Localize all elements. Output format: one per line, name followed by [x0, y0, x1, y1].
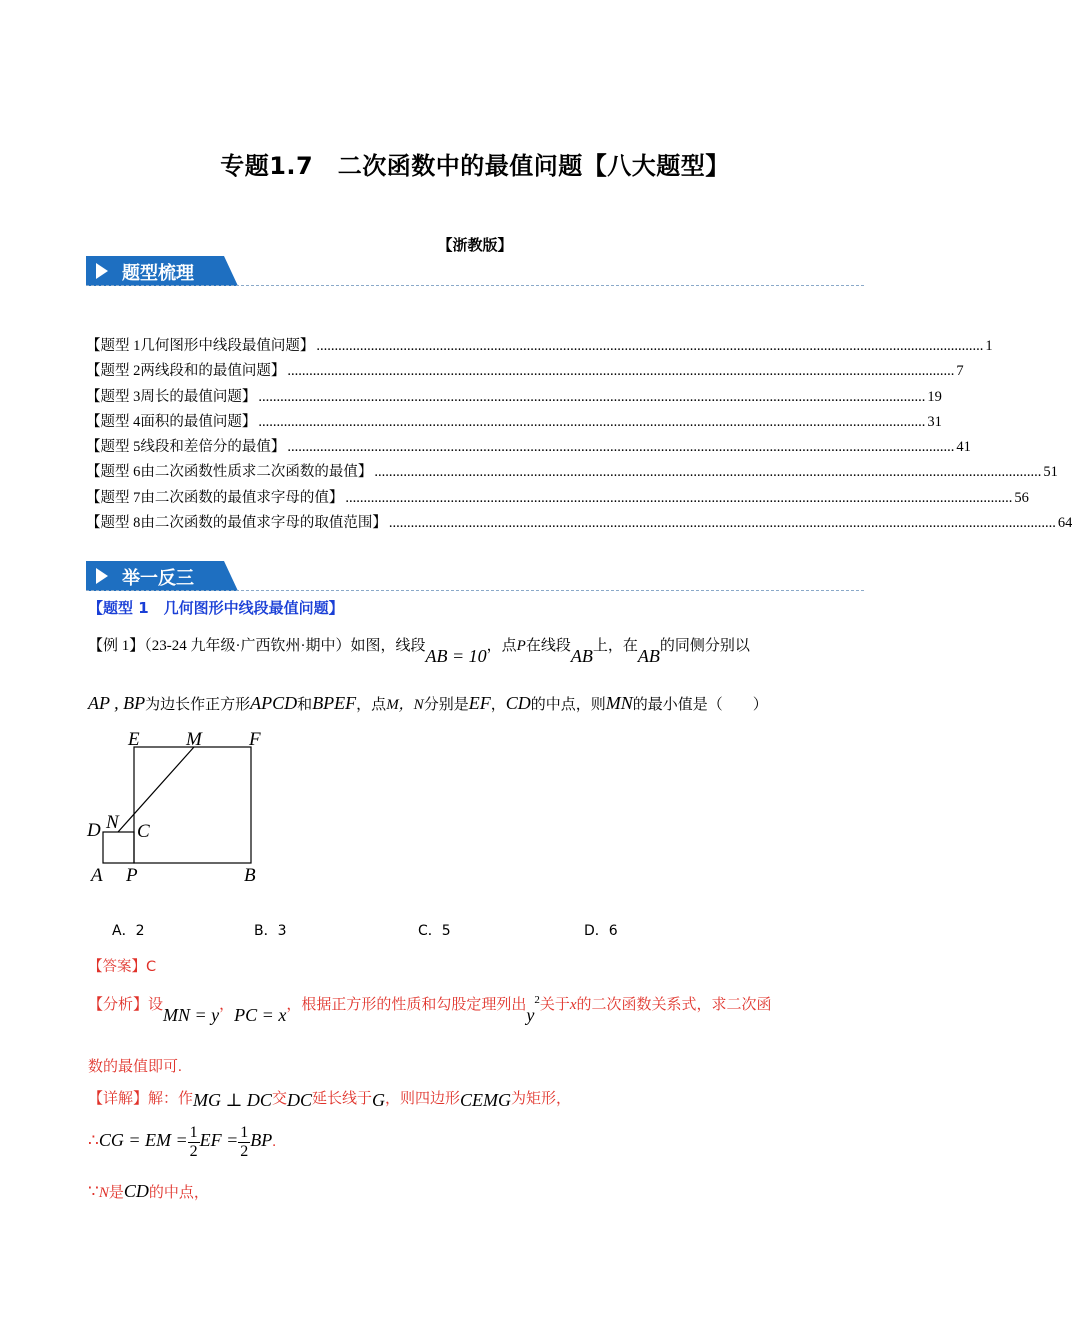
math-pc-x: PC = x	[234, 1005, 287, 1025]
table-of-contents	[86, 334, 1072, 536]
toc-dots: ........................................................................................................................................................................................	[374, 464, 1042, 481]
toc-dots: ........................................................................................................................................................................................	[345, 489, 1013, 506]
toc-page: 31	[927, 413, 942, 430]
toc-num: 【题型 7	[86, 489, 141, 506]
toc-num: 【题型 5	[86, 439, 141, 456]
math-p: P	[516, 638, 526, 654]
label-p: P	[126, 865, 138, 886]
banner-label: 题型梳理	[122, 263, 194, 284]
detail-text: 交	[271, 1091, 287, 1107]
label-c: C	[137, 821, 150, 842]
choice-d[interactable]: D．6	[584, 923, 618, 939]
math-n: N	[98, 1185, 109, 1201]
detail-text: 为矩形，	[511, 1091, 572, 1107]
toc-title: 线段和差倍分的最值】	[140, 439, 286, 456]
toc-page: 19	[927, 388, 942, 405]
math-exponent: 2	[534, 994, 540, 1006]
example-text: 上，在	[592, 638, 638, 654]
example-text: 分别是	[423, 697, 469, 713]
math-dc: DC	[286, 1090, 312, 1110]
label-f: F	[249, 729, 261, 750]
toc-title: 由二次函数的最值求字母的取值范围】	[140, 515, 387, 532]
example-text: ，点	[356, 697, 387, 713]
math-m-n: M，N	[386, 697, 424, 713]
toc-num: 【题型 8	[86, 515, 141, 532]
math-mn-y: MN = y	[163, 1005, 220, 1025]
toc-row[interactable]	[86, 359, 964, 384]
math-y: y	[526, 1005, 535, 1025]
toc-dots: ........................................................................................................................................................................................	[258, 388, 926, 405]
label-a: A	[91, 865, 103, 886]
fraction-numerator: 1	[189, 1124, 198, 1141]
toc-dots: ........................................................................................................................................................................................	[287, 439, 955, 456]
fraction-half	[188, 1124, 200, 1161]
detail-text: 【详解】解：作	[88, 1091, 194, 1107]
toc-num: 【题型 4	[86, 413, 141, 430]
analysis-text: 关于	[539, 997, 570, 1013]
math-apcd: APCD	[250, 693, 298, 713]
analysis-text: 的二次函数关系式，求二次函	[576, 997, 772, 1013]
example-text: 在线段	[525, 638, 571, 654]
section-heading: 【题型 1 几何图形中线段最值问题】	[88, 599, 344, 617]
fraction-numerator: 1	[240, 1124, 249, 1141]
toc-page: 51	[1043, 464, 1058, 481]
math-cd: CD	[505, 693, 531, 713]
toc-dots: ........................................................................................................................................................................................	[258, 413, 926, 430]
example-line-2	[88, 693, 768, 714]
because-symbol: ∵	[88, 1182, 99, 1201]
toc-num: 【题型 3	[86, 388, 141, 405]
fraction-denominator: 2	[240, 1143, 249, 1160]
toc-num: 【题型 1	[86, 338, 141, 354]
detail-text: ，则四边形	[385, 1091, 461, 1107]
geometry-figure	[84, 726, 274, 888]
label-d: D	[87, 820, 101, 841]
toc-title: 周长的最值问题】	[140, 388, 257, 405]
detail-text: 的中点，	[148, 1185, 209, 1201]
detail-text: 延长线于	[311, 1091, 372, 1107]
toc-page: 7	[956, 363, 964, 380]
analysis-text: ，	[219, 997, 235, 1013]
toc-dots: ........................................................................................................................................................................................	[287, 363, 955, 380]
toc-page: 1	[985, 338, 993, 354]
label-n: N	[106, 812, 119, 833]
example-text: 的中点，则	[530, 697, 606, 713]
choice-b[interactable]: B．3	[254, 923, 287, 939]
choice-a[interactable]: A．2	[112, 923, 145, 939]
toc-dots: ........................................................................................................................................................................................	[388, 515, 1056, 532]
fraction-half	[238, 1124, 250, 1161]
math-g: G	[372, 1090, 385, 1110]
section-banner-examples	[86, 561, 238, 591]
toc-num: 【题型 2	[86, 363, 141, 380]
section-banner-toc	[86, 256, 238, 286]
example-text: 和	[297, 697, 313, 713]
divider	[86, 590, 864, 591]
math-ap-bp: AP , BP	[88, 693, 146, 713]
divider	[86, 285, 864, 286]
square-bpef	[134, 747, 251, 863]
detail-text: .	[272, 1133, 277, 1150]
toc-row[interactable]	[86, 460, 1058, 485]
analysis-line-1	[88, 993, 772, 1025]
banner-label: 举一反三	[122, 568, 194, 589]
toc-page: 41	[956, 439, 971, 456]
example-text: ，点	[486, 638, 517, 654]
analysis-text: ，根据正方形的性质和勾股定理列出	[286, 997, 527, 1013]
math-ef: EF	[468, 693, 491, 713]
toc-page: 56	[1014, 489, 1029, 506]
segment-mn	[118, 747, 194, 832]
example-text: ，	[490, 697, 506, 713]
square-apcd	[103, 832, 134, 863]
example-text: 【例 1】（23-24 九年级·广西钦州·期中）如图，线段	[88, 638, 426, 654]
label-e: E	[128, 729, 140, 750]
answer: 【答案】C	[88, 959, 157, 975]
math-cg-em: CG = EM =	[98, 1129, 188, 1150]
example-text: 的同侧分别以	[659, 638, 750, 654]
math-mn: MN	[605, 693, 633, 713]
fraction-denominator: 2	[189, 1143, 198, 1160]
toc-row[interactable]	[86, 334, 993, 359]
toc-row[interactable]	[86, 410, 942, 435]
toc-title: 几何图形中线段最值问题】	[140, 338, 315, 354]
choice-c[interactable]: C．5	[418, 923, 451, 939]
math-ef: EF =	[199, 1129, 239, 1150]
example-line-1	[88, 634, 750, 666]
math-ab: AB	[570, 646, 593, 666]
page-title: 专题1.7 二次函数中的最值问题【八大题型】	[220, 152, 730, 180]
detail-line-1	[88, 1087, 571, 1108]
math-cd: CD	[123, 1181, 149, 1201]
analysis-line-2: 数的最值即可.	[88, 1059, 182, 1075]
toc-title: 由二次函数的最值求字母的值】	[140, 489, 344, 506]
toc-title: 由二次函数性质求二次函数的最值】	[140, 464, 373, 481]
label-m: M	[186, 729, 202, 750]
toc-row[interactable]	[86, 385, 942, 410]
math-ab: AB	[637, 646, 660, 666]
toc-row[interactable]	[86, 511, 1072, 536]
toc-row[interactable]	[86, 435, 971, 460]
detail-line-3	[88, 1181, 209, 1202]
toc-title: 面积的最值问题】	[140, 413, 257, 430]
toc-row[interactable]	[86, 486, 1029, 511]
example-text: 的最小值是（ ）	[632, 697, 768, 713]
toc-page: 64	[1057, 515, 1072, 532]
detail-line-2	[88, 1124, 276, 1161]
label-b: B	[244, 865, 256, 886]
toc-title: 两线段和的最值问题】	[140, 363, 286, 380]
math-mg-perp-dc: MG ⊥ DC	[193, 1090, 272, 1110]
therefore-symbol: ∴	[88, 1130, 99, 1150]
detail-text: 是	[108, 1185, 124, 1201]
toc-dots: ........................................................................................................................................................................................	[316, 338, 984, 354]
math-ab-eq: AB = 10	[425, 646, 487, 666]
math-cemg: CEMG	[460, 1090, 512, 1110]
math-x: x	[569, 997, 577, 1013]
example-text: 为边长作正方形	[145, 697, 251, 713]
analysis-text: 【分析】设	[88, 997, 164, 1013]
toc-num: 【题型 6	[86, 464, 141, 481]
math-bpef: BPEF	[312, 693, 357, 713]
edition-label: 【浙教版】	[437, 236, 513, 254]
math-bp: BP	[250, 1129, 273, 1150]
